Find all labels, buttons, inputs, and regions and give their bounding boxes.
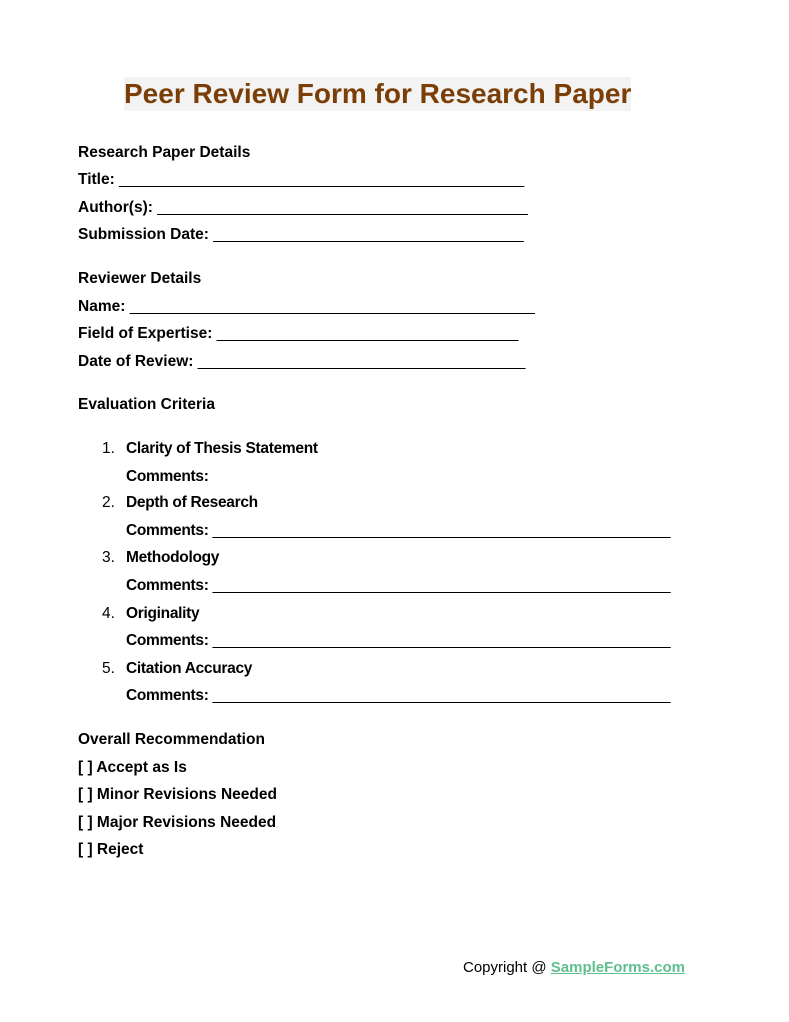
sampleforms-link[interactable]: SampleForms.com <box>550 959 685 976</box>
comments-label: Comments: <box>126 468 209 485</box>
section-heading-evaluation: Evaluation Criteria <box>78 396 215 413</box>
option-accept[interactable]: [ ] Accept as Is <box>78 759 187 776</box>
criterion-label: Citation Accuracy <box>126 660 253 677</box>
field-title[interactable] <box>78 170 524 190</box>
blank-line[interactable]: _______________________________________________________ <box>212 687 671 704</box>
field-name[interactable] <box>78 297 535 317</box>
criterion-comments[interactable] <box>126 467 209 487</box>
field-label: Date of Review: <box>78 353 194 370</box>
criterion-comments[interactable] <box>126 521 670 541</box>
comments-label: Comments: <box>126 632 209 649</box>
list-number: 3. <box>102 549 115 566</box>
blank-line[interactable]: ___________________________________________ <box>157 199 528 216</box>
field-expertise[interactable] <box>78 324 518 344</box>
criterion-comments[interactable] <box>126 686 670 706</box>
section-heading-paper-details: Research Paper Details <box>78 144 251 161</box>
comments-label: Comments: <box>126 577 209 594</box>
blank-line[interactable]: _______________________________________________ <box>129 298 535 315</box>
comments-label: Comments: <box>126 522 209 539</box>
blank-line[interactable]: ______________________________________ <box>197 353 526 370</box>
blank-line[interactable]: ___________________________________ <box>216 325 519 342</box>
criterion-label: Depth of Research <box>126 494 258 511</box>
field-authors[interactable] <box>78 198 528 218</box>
page-title: Peer Review Form for Research Paper <box>124 78 632 109</box>
list-number: 5. <box>102 660 115 677</box>
criterion-label: Clarity of Thesis Statement <box>126 440 318 457</box>
blank-line[interactable]: _______________________________________________ <box>119 171 525 188</box>
field-label: Field of Expertise: <box>78 325 213 342</box>
field-submission-date[interactable] <box>78 225 524 245</box>
criterion-comments[interactable] <box>126 576 670 596</box>
blank-line[interactable]: _______________________________________________________ <box>212 577 671 594</box>
blank-line[interactable]: _______________________________________________________ <box>212 632 671 649</box>
list-number: 4. <box>102 605 115 622</box>
list-number: 1. <box>102 440 115 457</box>
copyright-text: Copyright @ <box>463 959 551 976</box>
option-reject[interactable]: [ ] Reject <box>78 841 144 858</box>
option-major-revisions[interactable]: [ ] Major Revisions Needed <box>78 814 277 831</box>
section-heading-reviewer-details: Reviewer Details <box>78 270 202 287</box>
criterion-label: Originality <box>126 605 200 622</box>
field-label: Submission Date: <box>78 226 209 243</box>
section-heading-recommendation: Overall Recommendation <box>78 731 265 748</box>
field-label: Name: <box>78 298 126 315</box>
criterion-comments[interactable] <box>126 631 670 651</box>
blank-line[interactable]: ____________________________________ <box>213 226 524 243</box>
criterion-label: Methodology <box>126 549 220 566</box>
field-date-of-review[interactable] <box>78 352 525 372</box>
copyright-footer <box>463 958 685 978</box>
option-minor-revisions[interactable]: [ ] Minor Revisions Needed <box>78 786 277 803</box>
list-number: 2. <box>102 494 115 511</box>
blank-line[interactable]: _______________________________________________________ <box>212 522 671 539</box>
field-label: Title: <box>78 171 115 188</box>
field-label: Author(s): <box>78 199 153 216</box>
comments-label: Comments: <box>126 687 209 704</box>
